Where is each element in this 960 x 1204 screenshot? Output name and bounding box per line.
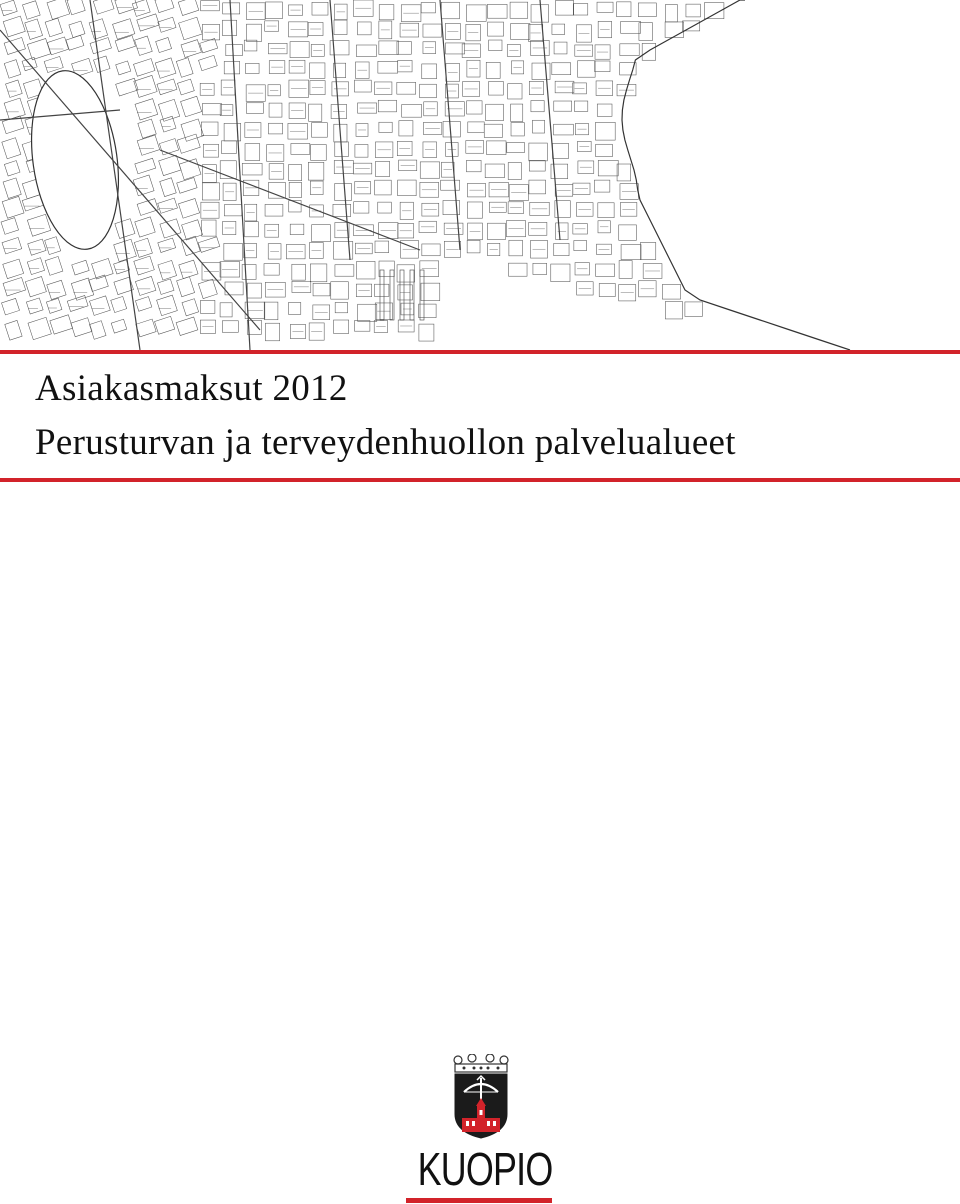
wordmark-red-underline bbox=[406, 1198, 552, 1203]
kuopio-wordmark: KUOPIO bbox=[417, 1143, 553, 1195]
document-subtitle: Perusturvan ja terveydenhuollon palvelualueet bbox=[35, 422, 736, 463]
bottom-red-rule bbox=[0, 478, 960, 482]
coat-of-arms-icon bbox=[452, 1054, 510, 1140]
top-red-rule bbox=[0, 350, 960, 354]
kuopio-logo bbox=[400, 1054, 560, 1204]
title-block bbox=[35, 362, 935, 470]
document-title: Asiakasmaksut 2012 bbox=[35, 368, 348, 409]
city-street-map-icon bbox=[0, 0, 960, 350]
city-map-illustration bbox=[0, 0, 960, 350]
